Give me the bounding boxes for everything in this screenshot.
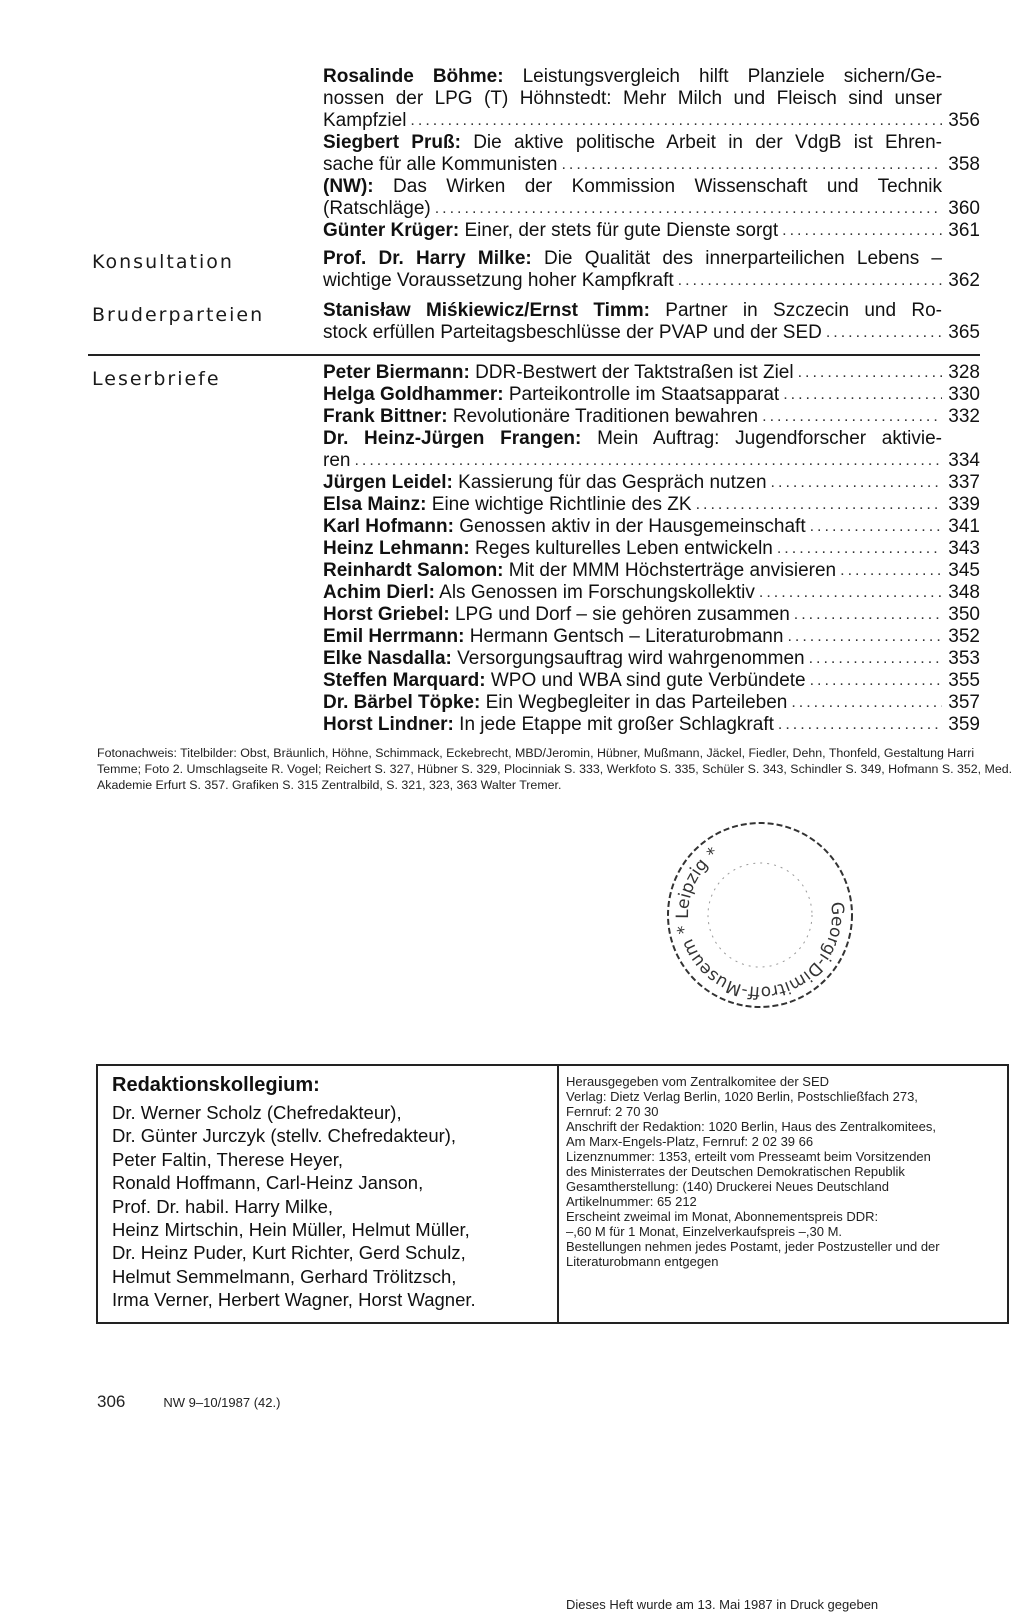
editorial-member: Ronald Hoffmann, Carl-Heinz Janson, [112, 1172, 424, 1194]
entry-author: Helga Goldhammer: [323, 384, 504, 405]
entry-page: 328 [948, 362, 980, 383]
entry-title: Genossen aktiv in der Hausgemeinschaft [459, 516, 806, 537]
page-footer [97, 1392, 280, 1412]
dot-leader [798, 362, 942, 384]
dot-leader [759, 582, 942, 604]
editorial-member: Helmut Semmelmann, Gerhard Trölitzsch, [112, 1265, 457, 1287]
entry-title: Revolutionäre Traditionen bewahren [452, 406, 759, 427]
entry-author: Frank Bittner: [323, 406, 448, 427]
entry-title: sache für alle Kommunisten [323, 154, 558, 175]
entry-author: Heinz Lehmann: [323, 538, 470, 559]
publisher-line: Bestellungen nehmen jedes Postamt, jeder Postzusteller und der [566, 1239, 940, 1254]
entry-title: Die Qualität des innerparteilichen Lebens – [543, 248, 943, 269]
photo-credits: Fotonachweis: Titelbilder: Obst, Bräunlich, Höhne, Schimmack, Eckebrecht, MBD/Jeromin, Hübner, Mußmann, Jäckel, Fiedler, Dehn, Thonfeld, Gestaltung Harri Temme; Foto 2. Umschlagseite R. Vogel; Reichert S. 327, Hübner S. 329, Plocinniak S. 333, Werkfoto S. 335, Schüler S. 343, Schindler S. 349, Hofmann S. 352, Med. Akademie Erfurt S. 357. Grafiken S. 315 Zentralbild, S. 321, 323, 363 Walter Tremer. [97, 746, 1013, 792]
toc-entry[interactable] [323, 220, 980, 242]
svg-text:Georgi-Dimitroff-Museum * Leip [661, 822, 860, 1015]
editorial-member: Dr. Heinz Puder, Kurt Richter, Gerd Schulz, [112, 1242, 466, 1264]
entry-author: Achim Dierl: [323, 582, 435, 603]
entry-title: Als Genossen im Forschungskollektiv [439, 582, 755, 603]
entry-title: Kampfziel [323, 110, 407, 131]
toc-entries [323, 300, 980, 344]
entry-title: Hermann Gentsch – Literaturobmann [469, 626, 784, 647]
entry-author: Dr. Bärbel Töpke: [323, 692, 481, 713]
dot-leader [809, 648, 942, 670]
toc-category: Leserbriefe [92, 368, 221, 390]
dot-leader [762, 406, 942, 428]
toc-entry[interactable] [323, 248, 980, 292]
publisher-line: des Ministerrates der Deutschen Demokratischen Republik [566, 1164, 905, 1179]
editorial-member: Heinz Mirtschin, Hein Müller, Helmut Müller, [112, 1219, 470, 1241]
entry-title: Versorgungsauftrag wird wahrgenommen [457, 648, 805, 669]
stamp-text: Georgi-Dimitroff-Museum * Leipzig * [672, 843, 848, 1003]
museum-stamp [660, 815, 860, 1015]
entry-page: 352 [948, 626, 980, 647]
entry-title: Einer, der stets für gute Dienste sorgt [464, 220, 779, 241]
entry-author: Günter Krüger: [323, 220, 460, 241]
publisher-line: Lizenznummer: 1353, erteilt vom Presseamt beim Vorsitzenden [566, 1149, 931, 1164]
toc-entry[interactable] [323, 692, 980, 714]
entry-page: 357 [948, 692, 980, 713]
entry-author: Siegbert Pruß: [323, 132, 461, 153]
entry-title: Kassierung für das Gespräch nutzen [458, 472, 767, 493]
dot-leader [410, 110, 942, 132]
page-number: 306 [97, 1392, 126, 1411]
entry-author: Horst Lindner: [323, 714, 454, 735]
entry-title: WPO und WBA sind gute Verbündete [490, 670, 806, 691]
entry-author: Peter Biermann: [323, 362, 470, 383]
toc-category: Konsultation [92, 251, 234, 273]
publisher-line: Anschrift der Redaktion: 1020 Berlin, Haus des Zentralkomitees, [566, 1119, 936, 1134]
toc-entry[interactable] [323, 560, 980, 582]
entry-title: DDR-Bestwert der Taktstraßen ist Ziel [475, 362, 794, 383]
entry-page: 360 [948, 198, 980, 219]
entry-author: Prof. Dr. Harry Milke: [323, 248, 532, 269]
entry-title: Das Wirken der Kommission Wissenschaft und Technik [393, 176, 942, 197]
dot-leader [840, 560, 942, 582]
editorial-board-title: Redaktionskollegium: [112, 1074, 320, 1096]
dot-leader [354, 450, 942, 472]
entry-author: Jürgen Leidel: [323, 472, 453, 493]
dot-leader [810, 670, 942, 692]
dot-leader [787, 626, 942, 648]
toc-entry[interactable] [323, 626, 980, 648]
dot-leader [771, 472, 942, 494]
toc-entries [323, 362, 980, 736]
entry-title: Partner in Szczecin und Ro- [665, 300, 942, 321]
entry-title: Die aktive politische Arbeit in der VdgB ist Ehren- [473, 132, 943, 153]
entry-title: Reges kulturelles Leben entwickeln [475, 538, 773, 559]
entry-page: 358 [948, 154, 980, 175]
entry-author: Steffen Marquard: [323, 670, 486, 691]
entry-title: ren [323, 450, 351, 471]
editorial-members [112, 1101, 552, 1312]
toc-entries [323, 66, 980, 242]
publisher-line: Fernruf: 2 70 30 [566, 1104, 659, 1119]
entry-page: 355 [948, 670, 980, 691]
entry-title: Eine wichtige Richtlinie des ZK [431, 494, 692, 515]
toc-entry[interactable] [323, 516, 980, 538]
entry-author: Elsa Mainz: [323, 494, 427, 515]
toc-entry[interactable] [323, 300, 980, 344]
dot-leader [561, 154, 942, 176]
publisher-line: Am Marx-Engels-Platz, Fernruf: 2 02 39 66 [566, 1134, 814, 1149]
entry-author: Elke Nasdalla: [323, 648, 452, 669]
entry-title: LPG und Dorf – sie gehören zusammen [454, 604, 790, 625]
toc-entry[interactable] [323, 406, 980, 428]
toc-entry[interactable] [323, 494, 980, 516]
toc-entry[interactable] [323, 66, 980, 132]
toc-entries [323, 248, 980, 292]
entry-page: 348 [948, 582, 980, 603]
entry-title: Mit der MMM Höchsterträge anvisieren [508, 560, 837, 581]
publisher-line: Erscheint zweimal im Monat, Abonnementspreis DDR: [566, 1209, 879, 1224]
entry-page: 365 [948, 322, 980, 343]
entry-title: Parteikontrolle im Staatsapparat [508, 384, 780, 405]
entry-title: Mein Auftrag: Jugendforscher aktivie- [597, 428, 942, 449]
entry-title: Leistungsvergleich hilft Planziele sichern/Ge- [522, 66, 942, 87]
publisher-line: Artikelnummer: 65 212 [566, 1194, 697, 1209]
entry-page: 337 [948, 472, 980, 493]
editorial-member: Irma Verner, Herbert Wagner, Horst Wagner. [112, 1289, 476, 1311]
entry-page: 339 [948, 494, 980, 515]
toc-category: Bruderparteien [92, 304, 265, 326]
entry-page: 362 [948, 270, 980, 291]
publisher-line: Verlag: Dietz Verlag Berlin, 1020 Berlin, Postschließfach 273, [566, 1089, 918, 1104]
dot-leader [810, 516, 942, 538]
entry-author: Karl Hofmann: [323, 516, 454, 537]
imprint-divider [557, 1066, 559, 1322]
entry-author: Horst Griebel: [323, 604, 450, 625]
toc-entry[interactable] [323, 176, 980, 220]
entry-title: In jede Etappe mit großer Schlagkraft [459, 714, 774, 735]
toc-entry[interactable] [323, 132, 980, 176]
dot-leader [778, 714, 942, 736]
toc-entry[interactable] [323, 472, 980, 494]
entry-author: Rosalinde Böhme: [323, 66, 504, 87]
issue-reference: NW 9–10/1987 (42.) [163, 1395, 281, 1410]
dot-leader [783, 384, 942, 406]
editorial-member: Prof. Dr. habil. Harry Milke, [112, 1195, 334, 1217]
entry-page: 345 [948, 560, 980, 581]
entry-page: 332 [948, 406, 980, 427]
editorial-member: Dr. Günter Jurczyk (stellv. Chefredakteur), [112, 1125, 457, 1147]
entry-page: 356 [948, 110, 980, 131]
toc-entry[interactable] [323, 362, 980, 384]
dot-leader [794, 604, 942, 626]
entry-page: 343 [948, 538, 980, 559]
entry-page: 359 [948, 714, 980, 735]
toc-entry[interactable] [323, 428, 980, 472]
entry-title: Ein Wegbegleiter in das Parteileben [485, 692, 788, 713]
dot-leader [777, 538, 942, 560]
entry-author: Stanisław Miśkiewicz/Ernst Timm: [323, 300, 650, 321]
entry-author: (NW): [323, 176, 374, 197]
dot-leader [678, 270, 942, 292]
dot-leader [791, 692, 942, 714]
section-divider [88, 354, 980, 356]
publisher-line: Literaturobmann entgegen [566, 1254, 719, 1269]
dot-leader [435, 198, 942, 220]
toc-entry[interactable] [323, 538, 980, 560]
publisher-line: –,60 M für 1 Monat, Einzelverkaufspreis –,30 M. [566, 1224, 843, 1239]
entry-author: Emil Herrmann: [323, 626, 465, 647]
entry-title: wichtige Voraussetzung hoher Kampfkraft [323, 270, 674, 291]
entry-page: 330 [948, 384, 980, 405]
publisher-line: Gesamtherstellung: (140) Druckerei Neues Deutschland [566, 1179, 889, 1194]
toc-entry[interactable] [323, 670, 980, 692]
dot-leader [696, 494, 942, 516]
entry-title: nossen der LPG (T) Höhnstedt: Mehr Milch und Fleisch sind unser [323, 88, 942, 109]
toc-entry[interactable] [323, 384, 980, 406]
toc-entry[interactable] [323, 582, 980, 604]
entry-author: Dr. Heinz-Jürgen Frangen: [323, 428, 582, 449]
toc-entry[interactable] [323, 648, 980, 670]
dot-leader [826, 322, 942, 344]
entry-page: 334 [948, 450, 980, 471]
print-note: Dieses Heft wurde am 13. Mai 1987 in Druck gegeben [566, 1597, 879, 1612]
editorial-member: Dr. Werner Scholz (Chefredakteur), [112, 1102, 402, 1123]
dot-leader [782, 220, 942, 242]
entry-title: stock erfüllen Parteitagsbeschlüsse der PVAP und der SED [323, 322, 822, 343]
toc-entry[interactable] [323, 714, 980, 736]
entry-page: 341 [948, 516, 980, 537]
publisher-info [566, 1074, 1002, 1269]
entry-author: Reinhardt Salomon: [323, 560, 504, 581]
editorial-board [112, 1074, 552, 1312]
entry-page: 350 [948, 604, 980, 625]
entry-page: 361 [948, 220, 980, 241]
publisher-line: Herausgegeben vom Zentralkomitee der SED [566, 1074, 830, 1089]
editorial-member: Peter Faltin, Therese Heyer, [112, 1148, 344, 1170]
entry-title: (Ratschläge) [323, 198, 431, 219]
entry-page: 353 [948, 648, 980, 669]
toc-entry[interactable] [323, 604, 980, 626]
